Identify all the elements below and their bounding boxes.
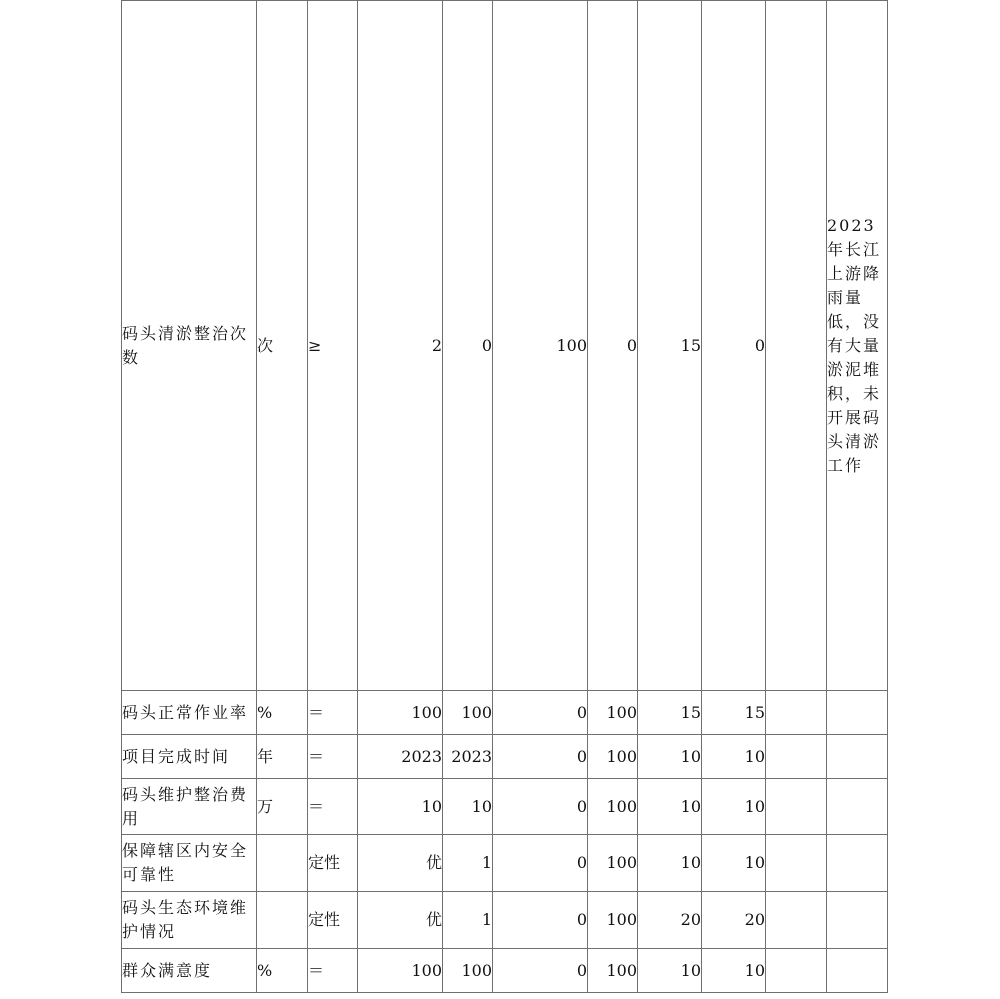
operator-cell: ≥ [308,1,358,691]
target-value-cell: 100 [358,949,443,993]
unit-cell: 次 [257,1,308,691]
target-value-cell: 2023 [358,735,443,779]
remark-cell [766,691,827,735]
target-value-cell: 优 [358,835,443,892]
full-score-cell: 20 [638,892,702,949]
remark-cell [766,892,827,949]
table-row [122,735,888,779]
actual-value-cell: 2023 [443,735,493,779]
score-cell: 10 [702,949,766,993]
weight-cell: 0 [493,892,588,949]
table-row [122,949,888,993]
operator-cell: ＝ [308,779,358,835]
actual-value-cell: 1 [443,892,493,949]
table-row [122,691,888,735]
deviation-note-cell [827,735,888,779]
score-cell: 10 [702,735,766,779]
unit-cell: % [257,949,308,993]
weight-cell: 100 [493,1,588,691]
remark-cell [766,835,827,892]
rate-cell: 0 [588,1,638,691]
score-cell: 10 [702,779,766,835]
weight-cell: 0 [493,949,588,993]
operator-cell: ＝ [308,691,358,735]
actual-value-cell: 100 [443,949,493,993]
full-score-cell: 10 [638,779,702,835]
deviation-note-cell [827,892,888,949]
unit-cell [257,835,308,892]
target-value-cell: 100 [358,691,443,735]
actual-value-cell: 10 [443,779,493,835]
indicator-name: 码头维护整治费用 [122,779,257,835]
rate-cell: 100 [588,735,638,779]
weight-cell: 0 [493,735,588,779]
unit-cell: % [257,691,308,735]
indicator-name: 群众满意度 [122,949,257,993]
remark-cell [766,779,827,835]
unit-cell: 万 [257,779,308,835]
full-score-cell: 15 [638,691,702,735]
score-cell: 10 [702,835,766,892]
full-score-cell: 10 [638,735,702,779]
remark-cell [766,735,827,779]
deviation-note-cell [827,949,888,993]
unit-cell: 年 [257,735,308,779]
rate-cell: 100 [588,691,638,735]
rate-cell: 100 [588,949,638,993]
full-score-cell: 10 [638,835,702,892]
score-cell: 15 [702,691,766,735]
weight-cell: 0 [493,691,588,735]
remark-cell [766,949,827,993]
operator-cell: ＝ [308,949,358,993]
deviation-note-cell [827,779,888,835]
rate-cell: 100 [588,892,638,949]
target-value-cell: 2 [358,1,443,691]
actual-value-cell: 100 [443,691,493,735]
rate-cell: 100 [588,779,638,835]
indicator-name: 码头生态环境维护情况 [122,892,257,949]
target-value-cell: 优 [358,892,443,949]
indicator-name: 项目完成时间 [122,735,257,779]
full-score-cell: 10 [638,949,702,993]
weight-cell: 0 [493,835,588,892]
unit-cell [257,892,308,949]
actual-value-cell: 1 [443,835,493,892]
score-cell: 20 [702,892,766,949]
operator-cell: ＝ [308,735,358,779]
operator-cell: 定性 [308,892,358,949]
target-value-cell: 10 [358,779,443,835]
deviation-note-cell [827,835,888,892]
full-score-cell: 15 [638,1,702,691]
table-row [122,779,888,835]
indicator-name: 保障辖区内安全可靠性 [122,835,257,892]
deviation-note-cell: 2023年长江上游降雨量低，没有大量淤泥堆积，未开展码头清淤工作 [827,1,888,691]
operator-cell: 定性 [308,835,358,892]
score-cell: 0 [702,1,766,691]
deviation-note-cell [827,691,888,735]
rate-cell: 100 [588,835,638,892]
actual-value-cell: 0 [443,1,493,691]
performance-indicator-table [121,0,888,993]
table-row [122,892,888,949]
indicator-name: 码头正常作业率 [122,691,257,735]
remark-cell [766,1,827,691]
table-row [122,1,888,691]
weight-cell: 0 [493,779,588,835]
table-row [122,835,888,892]
indicator-name: 码头清淤整治次数 [122,1,257,691]
